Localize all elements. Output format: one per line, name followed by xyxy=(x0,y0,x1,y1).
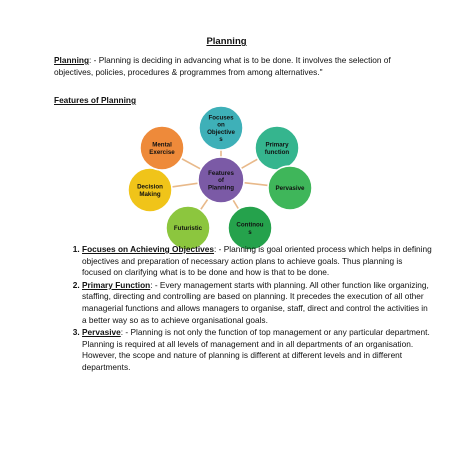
diagram-node-6 xyxy=(128,168,172,212)
diagram-connector-2 xyxy=(241,159,258,169)
node-label: Making xyxy=(139,190,161,198)
definition-text: : - Planning is deciding in advancing what is to be done. It involves the selection of objectives, policies, procedures & programmes from among alternatives." xyxy=(54,55,391,77)
center-node-label: Features xyxy=(208,170,234,177)
diagram-connector-7 xyxy=(181,158,200,169)
node-label: Objective xyxy=(207,128,235,136)
node-label: on xyxy=(217,121,225,129)
features-list xyxy=(62,244,432,375)
node-label: Mental xyxy=(152,141,172,149)
node-label: Futuristic xyxy=(173,225,203,233)
node-label: function xyxy=(264,148,290,156)
node-label: Focuses xyxy=(208,114,234,122)
definition-term: Planning xyxy=(54,55,90,65)
diagram-node-2 xyxy=(255,126,299,170)
feature-item-3 xyxy=(82,327,432,373)
feature-head: Pervasive xyxy=(82,327,121,338)
node-label: Primary xyxy=(265,141,289,149)
diagram-connector-4 xyxy=(233,200,239,209)
diagram-nodes xyxy=(128,106,312,250)
node-label: s xyxy=(248,228,252,236)
diagram-node-7 xyxy=(140,126,184,170)
feature-body: : - Every management starts with planning. All other function like organizing, staffing, directing and controlling are based on planning. It precedes the execution of all other managerial functions and allows managers to organise, staff, direct and control the activities in a better way so as to achieve organisational goals. xyxy=(82,279,429,325)
diagram-connector-3 xyxy=(244,183,268,186)
diagram-node-1 xyxy=(199,106,243,150)
node-label: s xyxy=(219,136,223,143)
page-title: Planning xyxy=(206,36,247,47)
node-label: Continou xyxy=(236,221,264,229)
diagram-center-node xyxy=(198,157,244,203)
center-node-label: of xyxy=(218,177,224,185)
diagram-node-3 xyxy=(268,166,312,210)
feature-body: : - Planning is goal oriented process which helps in defining objectives and preparation of necessary action plans to achieve goals. Thus planning is focused on clarifying what is to be done and how is that to be done. xyxy=(82,244,432,278)
feature-item-2 xyxy=(82,280,432,326)
diagram-connector-6 xyxy=(172,183,198,187)
feature-head: Focuses on Achieving Objectives xyxy=(82,244,215,254)
feature-item-1 xyxy=(82,244,432,279)
node-label: Decision xyxy=(137,183,163,191)
feature-head: Primary Function xyxy=(82,279,151,290)
feature-body: : - Planning is not only the function of top management or any particular department. Planning is required at all levels of management and in all departments of an organisation. However, the scope and nature of planning is different at different levels and in different departments. xyxy=(82,327,430,372)
node-label: Pervasive xyxy=(275,185,305,193)
center-node-label: Planning xyxy=(207,184,235,192)
node-label: Exercise xyxy=(149,148,175,156)
diagram-connector-5 xyxy=(200,199,208,210)
features-heading: Features of Planning xyxy=(54,95,137,105)
